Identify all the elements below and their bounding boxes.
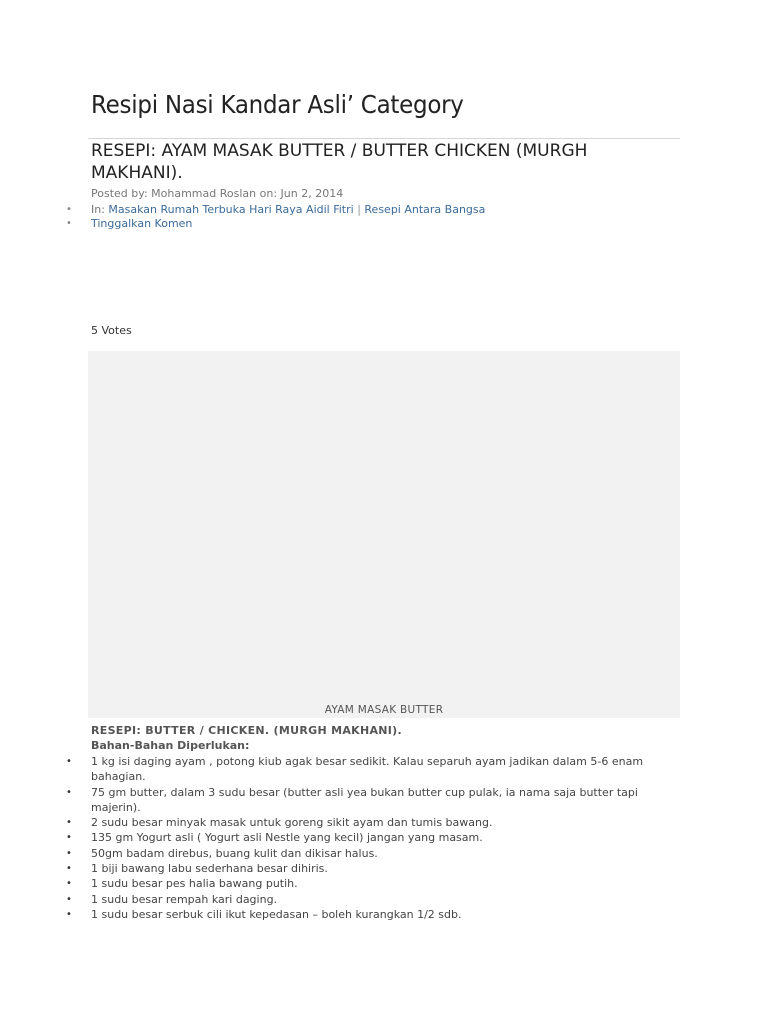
list-item — [0, 754, 671, 785]
recipe-image — [88, 351, 680, 718]
bullet-icon: • — [66, 863, 72, 875]
image-caption: AYAM MASAK BUTTER — [324, 704, 444, 716]
post-title[interactable]: RESEPI: AYAM MASAK BUTTER / BUTTER CHICKEN (MURGH MAKHANI). — [91, 141, 588, 183]
page-title: Resipi Nasi Kandar Asli’ Category — [91, 90, 464, 119]
ingredient-text: 75 gm butter, dalam 3 sudu besar (butter asli yea bukan butter cup pulak, ia nama saja butter tapi majerin). — [91, 785, 638, 814]
ingredient-text: 1 sudu besar serbuk cili ikut kepedasan – boleh kurangkan 1/2 sdb. — [91, 907, 462, 921]
category-separator: | — [357, 203, 361, 216]
list-item — [0, 785, 671, 816]
vote-count: 5 Votes — [91, 324, 132, 337]
list-item — [0, 861, 671, 876]
bullet-icon: • — [66, 908, 72, 920]
bullet-icon: • — [66, 218, 72, 229]
list-item — [0, 876, 671, 891]
bullet-icon: • — [66, 832, 72, 844]
bullet-icon: • — [66, 878, 72, 890]
ingredient-text: 1 kg isi daging ayam , potong kiub agak besar sedikit. Kalau separuh ayam jadikan dalam 5-6 enam bahagian. — [91, 755, 644, 784]
recipe-heading: RESEPI: BUTTER / CHICKEN. (MURGH MAKHANI). — [91, 724, 402, 737]
category-link-hari-raya[interactable]: Masakan Rumah Terbuka Hari Raya Aidil Fitri — [108, 203, 354, 216]
list-item — [0, 892, 671, 907]
category-link-antara-bangsa[interactable]: Resepi Antara Bangsa — [364, 203, 486, 216]
ingredients-list — [0, 754, 671, 922]
bullet-icon: • — [66, 893, 72, 905]
bullet-icon: • — [66, 786, 72, 798]
list-item — [0, 846, 671, 861]
leave-comment-link[interactable]: Tinggalkan Komen — [91, 217, 193, 230]
list-item — [0, 830, 671, 845]
post-meta-list — [0, 203, 485, 231]
ingredient-text: 135 gm Yogurt asli ( Yogurt asli Nestle yang kecil) jangan yang masam. — [91, 831, 483, 845]
bullet-icon: • — [66, 756, 72, 767]
post-meta: Posted by: Mohammad Roslan on: Jun 2, 2014 — [91, 187, 344, 200]
post-comment-item — [0, 217, 485, 231]
bullet-icon: • — [66, 817, 72, 829]
list-item — [0, 907, 671, 922]
ingredient-text: 1 sudu besar pes halia bawang putih. — [91, 877, 298, 891]
title-divider — [88, 138, 680, 139]
ingredient-text: 1 biji bawang labu sederhana besar dihiris. — [91, 862, 328, 876]
bullet-icon: • — [66, 847, 72, 859]
bullet-icon: • — [66, 204, 72, 215]
ingredient-text: 50gm badam direbus, buang kulit dan dikisar halus. — [91, 846, 378, 860]
categories-label: In: — [91, 203, 105, 216]
ingredients-label: Bahan-Bahan Diperlukan: — [91, 739, 250, 752]
list-item — [0, 815, 671, 830]
post-categories — [0, 203, 485, 217]
ingredient-text: 2 sudu besar minyak masak untuk goreng sikit ayam dan tumis bawang. — [91, 816, 493, 830]
ingredient-text: 1 sudu besar rempah kari daging. — [91, 892, 278, 906]
